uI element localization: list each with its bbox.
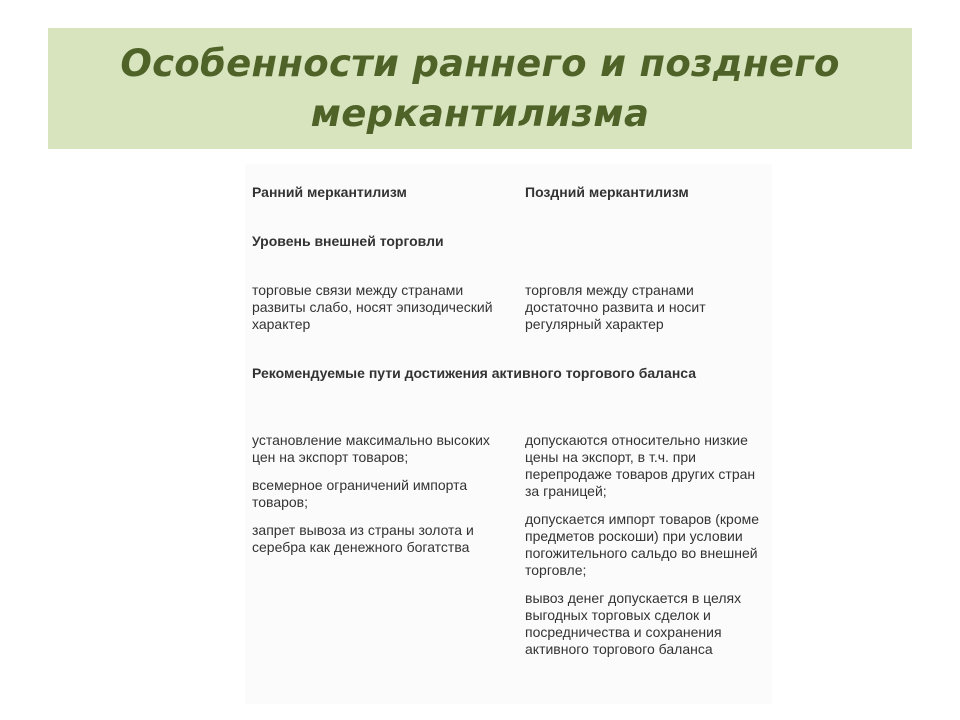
slide-title-line-1: Особенности раннего и позднего — [120, 41, 840, 85]
early-item-1: установление максимально высоких цен на экспорт товаров; — [252, 432, 490, 465]
late-item-2: допускается импорт товаров (кроме предметов роскоши) при условии погожительного сальдо во внешней торговле; — [525, 511, 760, 578]
slide-title-line-2: меркантилизма — [310, 91, 650, 135]
section-foreign-trade-title: Уровень внешней торговли — [252, 233, 444, 249]
slide-title — [120, 39, 839, 139]
foreign-trade-early-text: торговые связи между странами развиты слабо, носят эпизодический характер — [252, 282, 493, 332]
trade-balance-late-list — [525, 432, 765, 658]
trade-balance-early-list — [252, 432, 498, 556]
early-item-3: запрет вывоза из страны золота и серебра как денежного богатства — [252, 522, 474, 555]
section-trade-balance-title: Рекомендуемые пути достижения активного торгового баланса — [252, 365, 697, 381]
early-item-2: всемерное ограничений импорта товаров; — [252, 477, 468, 510]
title-banner — [48, 28, 912, 149]
header-late-mercantilism: Поздний меркантилизм — [525, 184, 689, 200]
foreign-trade-late-text: торговля между странами достаточно развита и носит регулярный характер — [525, 282, 706, 332]
comparison-table — [245, 164, 772, 704]
late-item-1: допускаются относительно низкие цены на экспорт, в т.ч. при перепродаже товаров других стран за границей; — [525, 432, 756, 499]
header-early-mercantilism: Ранний меркантилизм — [252, 184, 407, 200]
late-item-3: вывоз денег допускается в целях выгодных торговых сделок и посредничества и сохранения активного торгового баланса — [525, 590, 742, 657]
